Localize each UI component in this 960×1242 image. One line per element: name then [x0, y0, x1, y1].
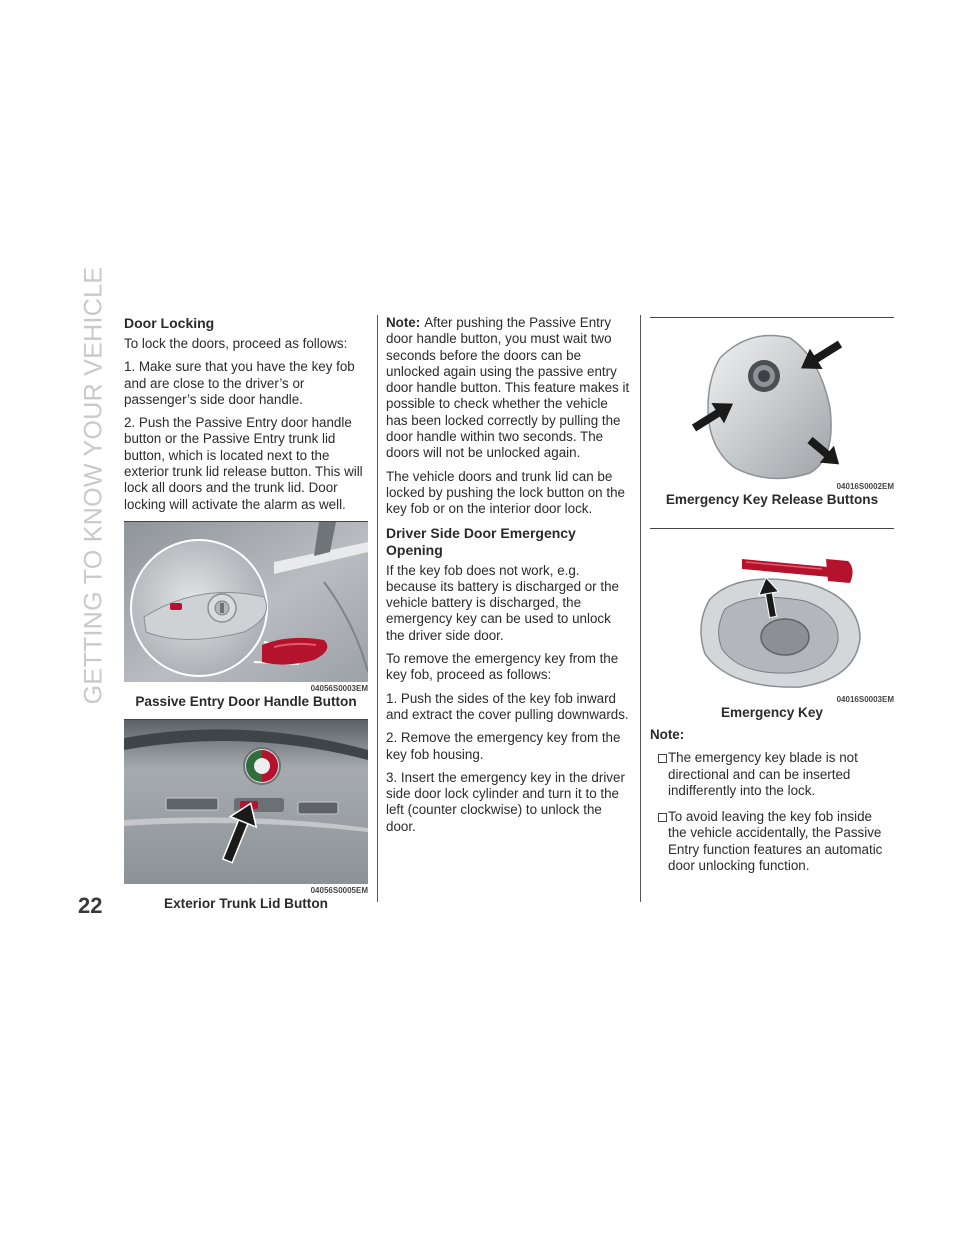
figure-key-release	[650, 317, 894, 508]
step-2: 2. Remove the emergency key from the key fob housing.	[386, 730, 621, 762]
column-1	[124, 315, 368, 912]
note-text: After pushing the Passive Entry door handle button, you must wait two seconds before the doors can be unlocked again using the passive entry door handle button. This feature makes it possible to check whether the vehicle has been locked correctly by pulling the door handle within two seconds. The doors will not be unlocked again.	[386, 315, 630, 461]
list-item	[650, 750, 894, 799]
heading-door-locking: Door Locking	[124, 315, 215, 331]
step-2: 2. Push the Passive Entry door handle button or the Passive Entry trunk lid button, which is located next to the exterior trunk lid release button. This will lock all doors and the trunk lid. Door locking will activate the alarm as well.	[124, 415, 363, 512]
figure-code: 04016S0002EM	[836, 482, 894, 491]
figure-emergency-key	[650, 528, 894, 721]
step-3: 3. Insert the emergency key in the driver side door lock cylinder and turn it to the left (counter clockwise) to unlock the door.	[386, 769, 625, 834]
door-handle-image	[124, 522, 368, 682]
column-divider	[377, 315, 378, 902]
page-number: 22	[78, 893, 103, 918]
paragraph-key-fob: If the key fob does not work, e.g. because its battery is discharged or the vehicle battery is discharged, the emergency key can be used to unlock the driver side door.	[386, 562, 619, 643]
key-release-image	[650, 318, 894, 480]
emergency-key-illustration	[650, 529, 894, 693]
bullet-text: The emergency key blade is not directional and can be inserted indifferently into the lock.	[668, 750, 858, 798]
section-title-text: GETTING TO KNOW YOUR VEHICLE	[79, 266, 108, 704]
door-handle-illustration	[124, 522, 368, 682]
emergency-key-image	[650, 529, 894, 693]
heading-emergency-opening: Driver Side Door Emergency Opening	[386, 524, 576, 558]
step-1: 1. Make sure that you have the key fob and are close to the driver’s or passenger’s side door handle.	[124, 359, 355, 407]
figure-trunk-lid	[124, 719, 368, 912]
trunk-lid-illustration	[124, 720, 368, 884]
column-3	[650, 315, 894, 884]
figure-code: 04056S0003EM	[310, 683, 368, 693]
note-label: Note:	[386, 315, 421, 330]
trunk-lid-image	[124, 720, 368, 884]
column-2	[386, 315, 630, 842]
checkbox-bullet-icon	[658, 754, 667, 763]
figure-code: 04016S0003EM	[836, 695, 894, 704]
paragraph-intro: To lock the doors, proceed as follows:	[124, 336, 348, 351]
list-item	[650, 809, 894, 874]
figure-caption: Exterior Trunk Lid Button	[164, 895, 328, 911]
figure-code: 04056S0005EM	[310, 885, 368, 895]
figure-door-handle	[124, 521, 368, 710]
key-release-illustration	[650, 318, 894, 480]
checkbox-bullet-icon	[658, 813, 667, 822]
note-paragraph	[386, 315, 630, 462]
section-side-title	[76, 266, 112, 704]
paragraph-remove-key: To remove the emergency key from the key fob, proceed as follows:	[386, 651, 619, 683]
note-label: Note:	[650, 727, 685, 742]
paragraph-lock-button: The vehicle doors and trunk lid can be locked by pushing the lock button on the key fob or on the interior door lock.	[386, 468, 625, 517]
figure-caption: Emergency Key	[720, 705, 823, 720]
column-divider	[640, 315, 641, 902]
figure-caption: Emergency Key Release Buttons	[665, 492, 879, 507]
step-1: 1. Push the sides of the key fob inward and extract the cover pulling downwards.	[386, 690, 629, 722]
bullet-text: To avoid leaving the key fob inside the vehicle accidentally, the Passive Entry function features an automatic door unlocking function.	[668, 809, 883, 874]
figure-caption: Passive Entry Door Handle Button	[135, 693, 357, 709]
